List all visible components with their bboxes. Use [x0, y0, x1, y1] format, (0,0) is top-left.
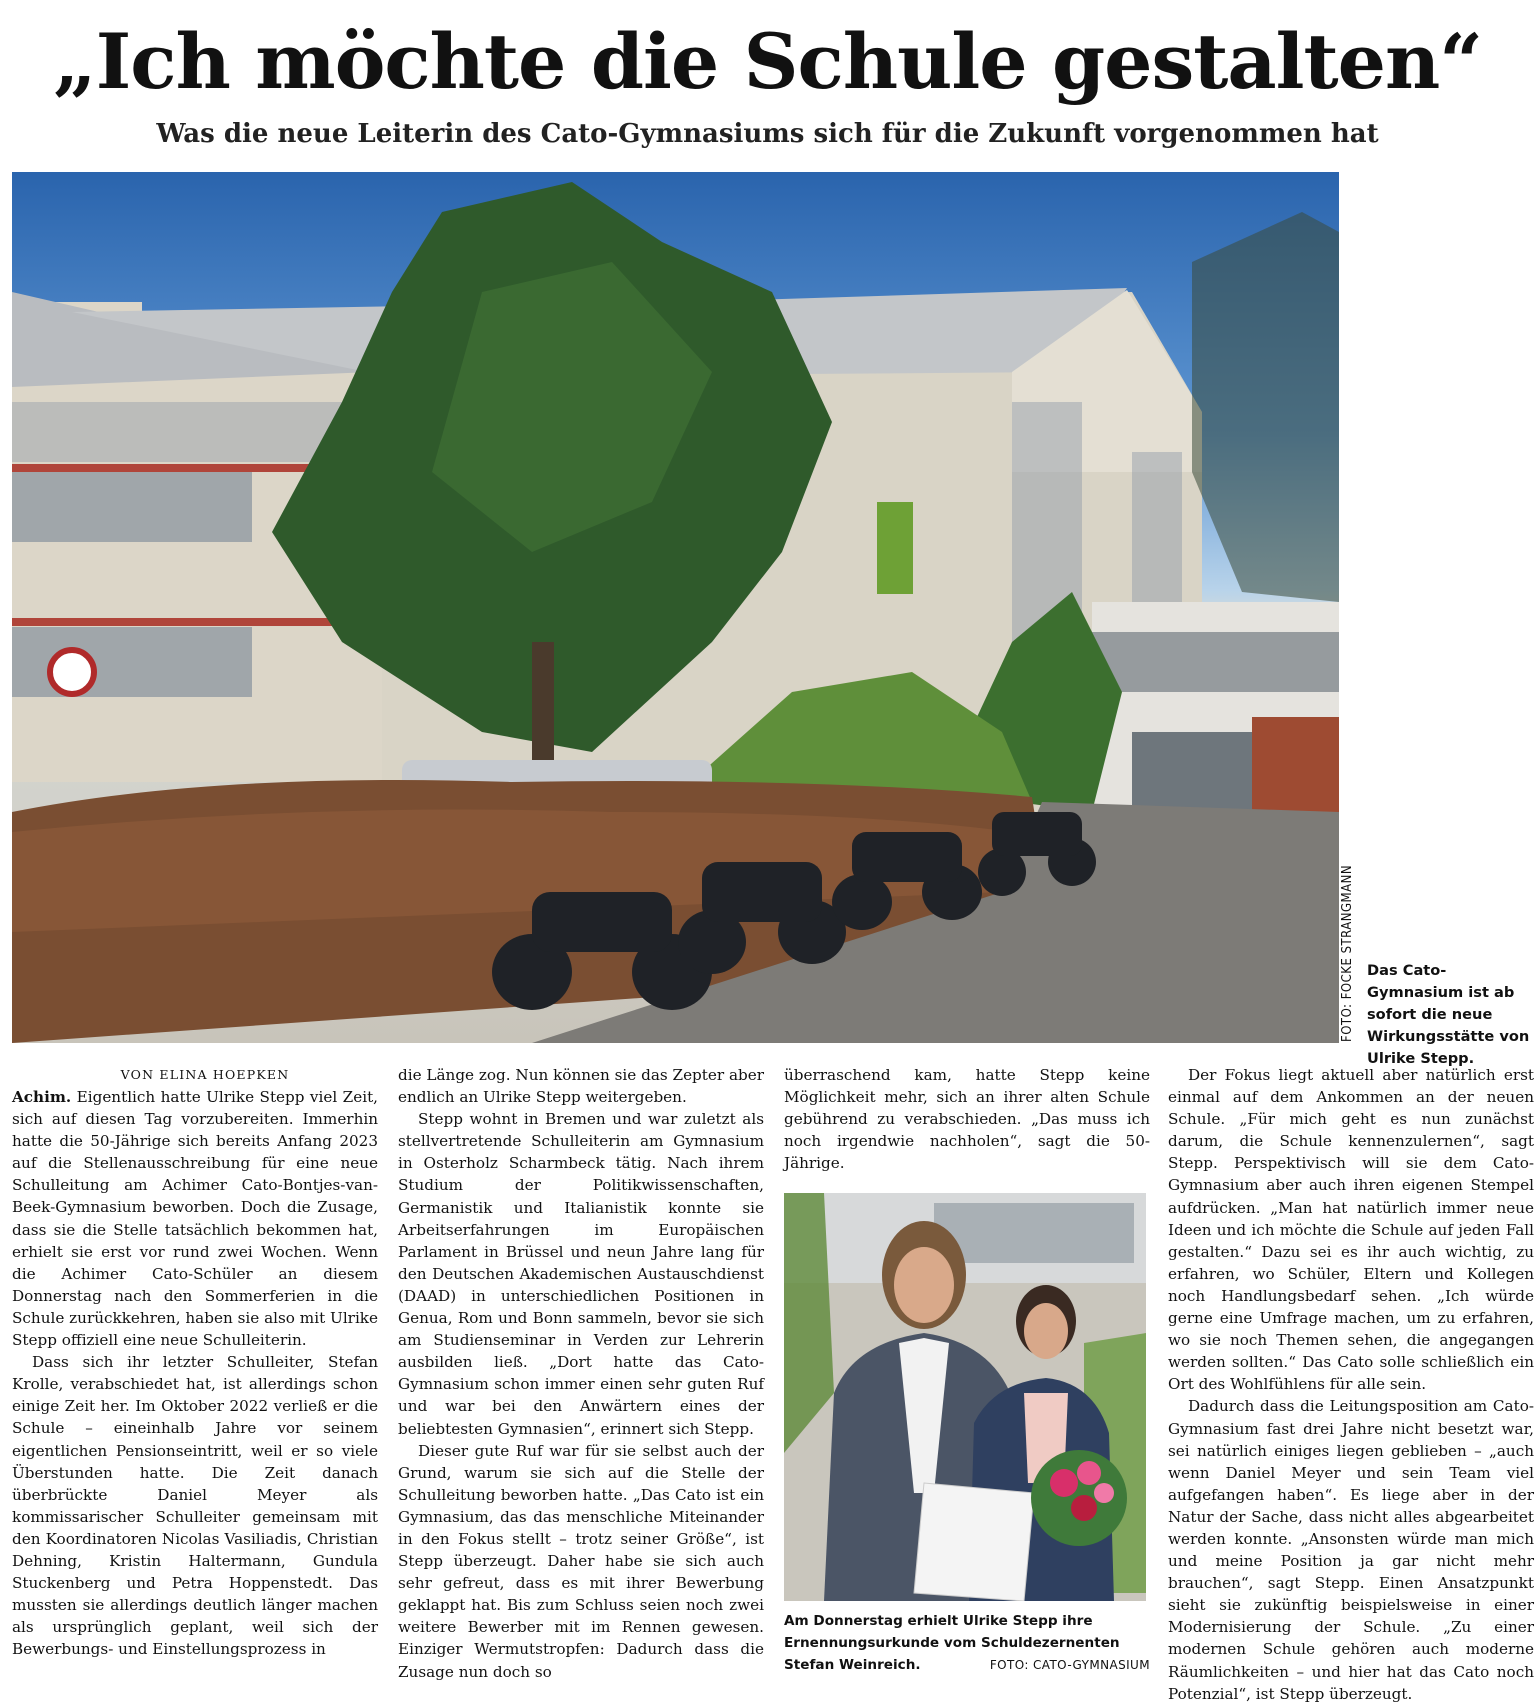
- article-paragraph: überraschend kam, hatte Stepp keine Möglichkeit mehr, sich an ihrer alten Schule gebührend zu verabschieden. „Das muss ich noch irgendwie nachholen“, sagt die 50-Jährige.: [784, 1066, 1150, 1173]
- article-paragraph: Dieser gute Ruf war für sie selbst auch der Grund, warum sie sich auf die Stelle der Schulleitung beworben hatte. „Das Cato ist ein Gymnasium, das das menschliche Miteinander in den Fokus stellt – trotz seiner Größe“, ist Stepp überzeugt. Daher habe sie sich auch sehr gefreut, dass es mit ihrer Bewerbung geklappt hat. Bis zum Schluss seien noch zwei weitere Bewerber mit im Rennen gewesen. Einziger Wermutstropfen: Dadurch dass die Zusage nun doch so: [398, 1441, 764, 1681]
- article-column-2: [398, 1064, 764, 1683]
- main-photo-caption: Das Cato-Gymnasium ist ab sofort die neue Wirkungsstätte von Ulrike Stepp.: [1367, 962, 1530, 1067]
- woman-face: [1024, 1303, 1068, 1359]
- man-face: [894, 1247, 954, 1323]
- stripe: [12, 618, 382, 626]
- award-photo: [784, 1193, 1146, 1601]
- main-photo: [12, 172, 1339, 1043]
- subheadline: Was die neue Leiterin des Cato-Gymnasiums sich für die Zukunft vorgenommen hat: [156, 119, 1379, 149]
- windows: [934, 1203, 1134, 1263]
- award-photo-illustration: [784, 1193, 1146, 1601]
- byline: VON ELINA HOEPKEN: [120, 1067, 290, 1082]
- article-paragraph: die Länge zog. Nun können sie das Zepter aber endlich an Ulrike Stepp weitergeben.: [398, 1066, 764, 1107]
- article-paragraph: Dadurch dass die Leitungsposition am Cato-Gymnasium fast drei Jahre nicht besetzt war, sei natürlich einiges liegen geblieben – „auch wenn Daniel Meyer und sein Team viel aufgefangen haben“. Es liege aber in der Natur der Sache, dass nicht alles abgearbeitet werden konnte. „Ansonsten würde man mich und meine Position ja gar nicht mehr brauchen“, sagt Stepp. Einen Ansatzpunkt sieht sie zukünftig beispielsweise in einer Modernisierung der Schule. „Zu einer modernen Schule gehören auch moderne Räumlichkeiten – und hier hat das Cato noch Potenzial“, ist Stepp überzeugt.: [1168, 1397, 1534, 1703]
- article-paragraph: Stepp wohnt in Bremen und war zuletzt als stellvertretende Schulleiterin am Gymnasium in Osterholz Scharmbeck tätig. Nach ihrem Studium der Politikwissenschaften, Germanistik und Italianistik konnte sie Arbeitserfahrungen im Europäischen Parlament in Brüssel und neun Jahre lang für den Deutschen Akademischen Austauschdienst (DAAD) in unterschiedlichen Positionen in Genua, Rom und Bonn sammeln, bevor sie sich am Studienseminar in Verden zur Lehrerin ausbilden ließ. „Dort hatte das Cato-Gymnasium schon immer einen sehr guten Ruf und war bei den Anwärtern eines der beliebtesten Gymnasien“, erinnert sich Stepp.: [398, 1110, 764, 1438]
- article-paragraph: [12, 1086, 378, 1351]
- flower: [1094, 1483, 1114, 1503]
- article-paragraph: Dass sich ihr letzter Schulleiter, Stefan Krolle, verabschiedet hat, ist allerdings schon einige Zeit her. Im Oktober 2022 verließ er die Schule – eineinhalb Jahre vor seinem eigentlichen Pensionseintritt, weil er so viele Überstunden hatte. Die Zeit danach überbrückte Daniel Meyer als kommissarischer Schulleiter gemeinsam mit den Koordinatoren Nicolas Vasiliadis, Christian Dehning, Kristin Haltermann, Gundula Stuckenberg und Petra Hoppenstedt. Das mussten sie allerdings deutlich länger machen als ursprünglich geplant, weil sich der Bewerbungs- und Einstellungsprozess in: [12, 1353, 378, 1659]
- paragraph-text: Eigentlich hatte Ulrike Stepp viel Zeit, sich auf diesen Tag vorzubereiten. Immerhin hatte die 50-Jährige sich bereits Anfang 2023 auf die Stellenausschreibung für eine neue Schulleitung am Achimer Cato-Bontjes-van-Beek-Gymnasium beworben. Doch die Zusage, dass sie die Stelle tatsächlich bekommen hat, erhielt sie erst vor rund zwei Wochen. Wenn die Achimer Cato-Schüler an diesem Donnerstag nach den Sommerferien in die Schule zurückkehren, haben sie also mit Ulrike Stepp offiziell eine neue Schulleiterin.: [12, 1088, 378, 1350]
- main-photo-credit: FOTO: FOCKE STRANGMANN: [1340, 864, 1355, 1042]
- award-photo-caption: [784, 1610, 1150, 1676]
- article-column-3: [784, 1064, 1150, 1174]
- headline: „Ich möchte die Schule gestalten“: [53, 17, 1482, 106]
- article-column-4: [1168, 1064, 1534, 1705]
- entrance: [1132, 732, 1252, 812]
- article-column-1: [12, 1064, 378, 1660]
- award-photo-credit: FOTO: CATO-GYMNASIUM: [989, 1658, 1150, 1672]
- traffic-sign: [50, 650, 94, 694]
- award-photo-caption-text: Am Donnerstag erhielt Ulrike Stepp ihre Ernennungsurkunde vom Schuldezernenten Stefan Weinreich.: [784, 1613, 1120, 1673]
- window-band: [1092, 632, 1339, 692]
- article-paragraph: Der Fokus liegt aktuell aber natürlich erst einmal auf dem Ankommen an der neuen Schule. „Für mich geht es nun zunächst darum, die Schule kennenzulernen“, sagt Stepp. Perspektivisch will sie dem Cato-Gymnasium aber auch ihren eigenen Stempel aufdrücken. „Man hat natürlich immer neue Ideen und ich möchte die Schule auf jeden Fall gestalten.“ Dazu sei es ihr auch wichtig, zu erfahren, wo Schüler, Eltern und Kollegen noch Handlungsbedarf sehen. „Ich würde gerne eine Umfrage machen, um zu erfahren, wo sie noch Themen sehen, die angegangen werden sollten.“ Das Cato solle schließlich ein Ort des Wohlfühlens für alle sein.: [1168, 1066, 1534, 1394]
- flower: [1077, 1461, 1101, 1485]
- window-band: [12, 472, 252, 542]
- flower: [1050, 1469, 1078, 1497]
- certificate: [914, 1483, 1034, 1601]
- flower: [1071, 1495, 1097, 1521]
- window-band: [12, 627, 252, 697]
- branches: [1192, 212, 1339, 602]
- school-building-illustration: [12, 172, 1339, 1043]
- green-banner: [877, 502, 913, 594]
- dateline-place: Achim.: [12, 1088, 72, 1106]
